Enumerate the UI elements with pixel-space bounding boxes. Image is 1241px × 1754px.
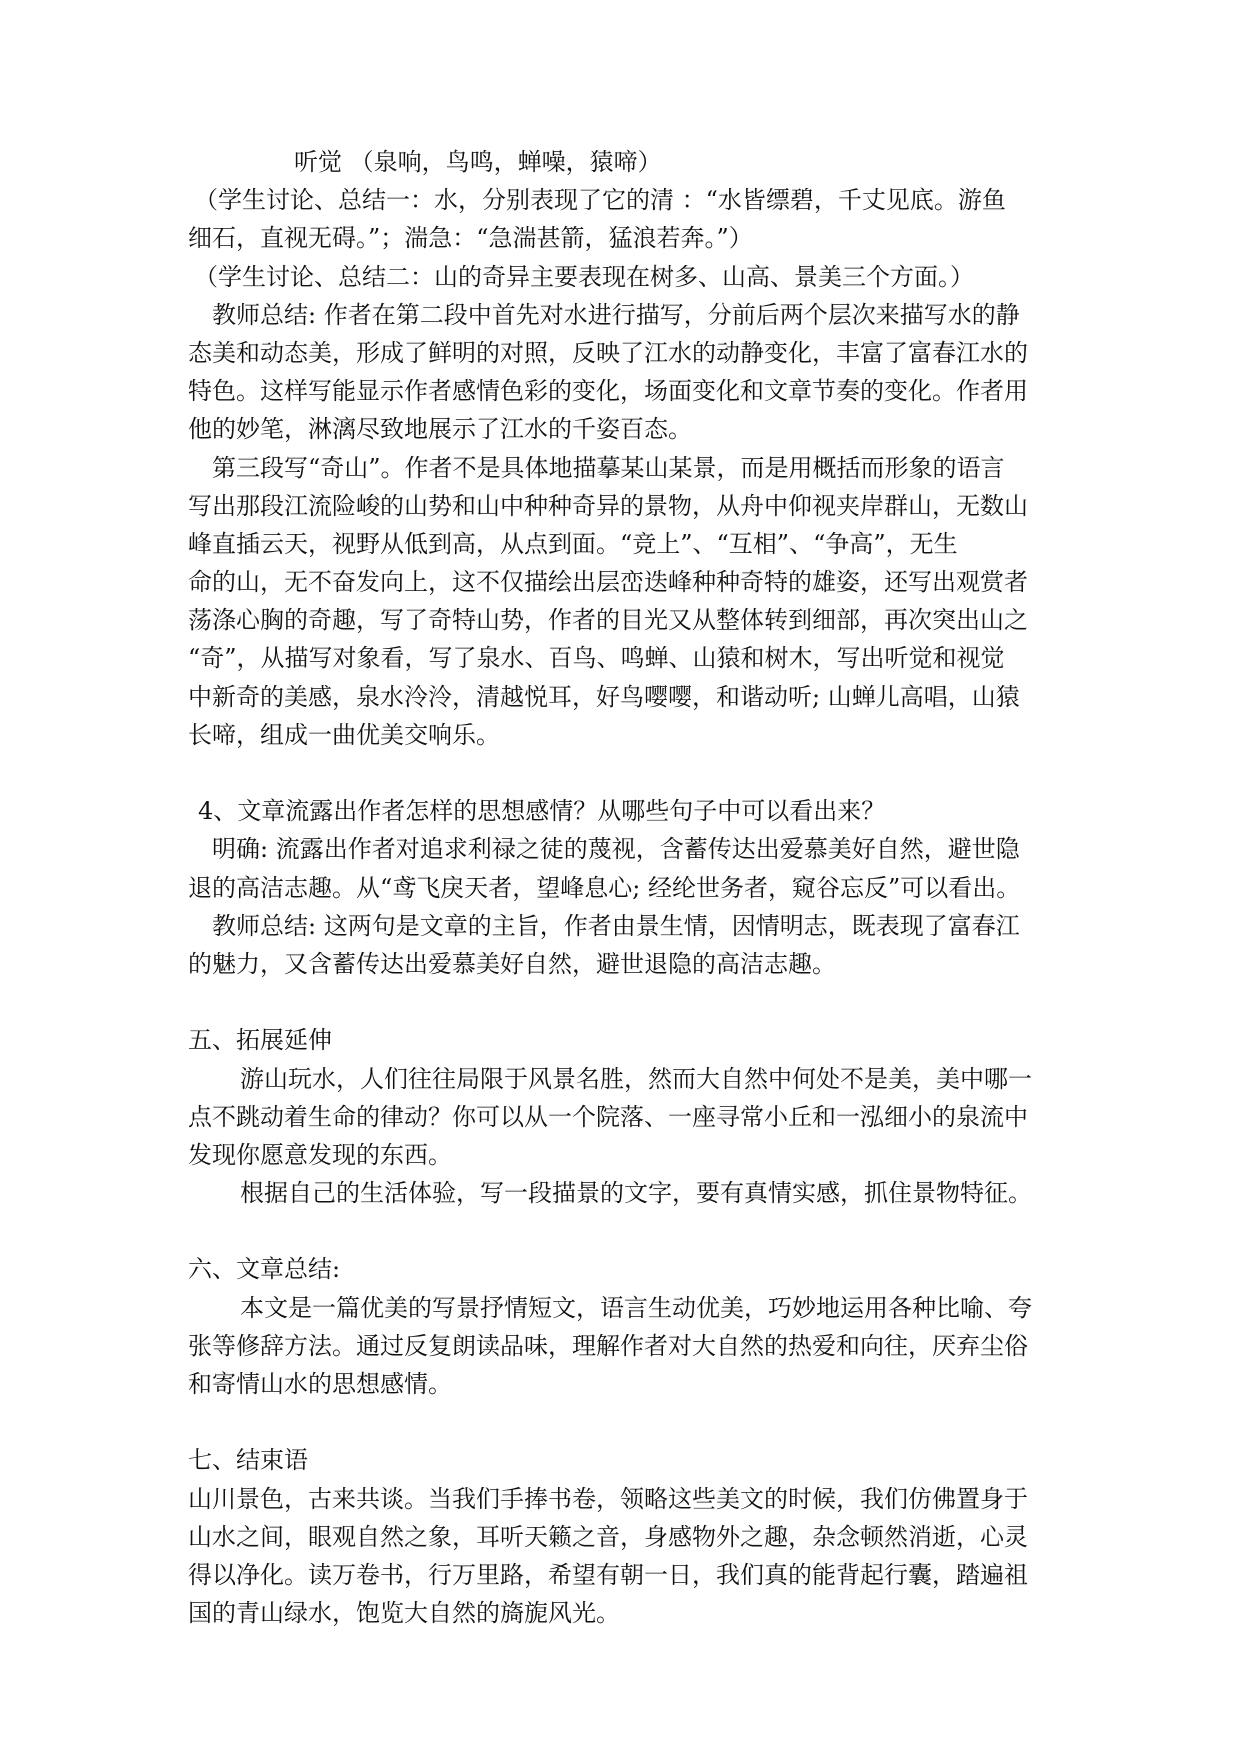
paragraph-spacer: [188, 1212, 1058, 1250]
section-seven-line: 山川景色，古来共谈。当我们手捧书卷，领略这些美文的时候，我们仿佛置身于: [188, 1484, 1028, 1513]
answer-line: 明确: 流露出作者对追求利禄之徒的蔑视，含蓄传达出爱慕美好自然，避世隐: [212, 835, 1020, 864]
section-five-line: 游山玩水，人们往往局限于风景名胜，然而大自然中何处不是美，美中哪一: [240, 1064, 1032, 1093]
section-five-heading: 五、拓展延伸: [188, 1026, 332, 1055]
section-six-line: 和寄情山水的思想感情。: [188, 1370, 452, 1398]
paragraph-spacer: [188, 754, 1058, 792]
section-seven-line: 山水之间，眼观自然之象，耳听天籁之音，身感物外之趣，杂念顿然消逝，心灵: [188, 1522, 1028, 1551]
section-seven-heading: 七、结束语: [188, 1446, 308, 1475]
teacher-summary-line: 特色。这样写能显示作者感情色彩的变化，场面变化和文章节奏的变化。作者用: [188, 377, 1028, 406]
section-five-line: 点不跳动着生命的律动？你可以从一个院落、一座寻常小丘和一泓细小的泉流中: [188, 1102, 1028, 1131]
teacher-summary-line: 他的妙笔，淋漓尽致地展示了江水的千姿百态。: [188, 415, 692, 444]
question-four-line: 4、文章流露出作者怎样的思想感情？从哪些句子中可以看出来？: [198, 797, 886, 826]
hearing-line: 听觉 （泉响，鸟鸣，蝉噪，猿啼）: [294, 148, 662, 176]
section-five-line: 发现你愿意发现的东西。: [188, 1140, 452, 1169]
paragraph-three-line: “奇”，从描写对象看，写了泉水、百鸟、鸣蝉、山猿和树木，写出听觉和视觉: [188, 644, 1005, 673]
paragraph-three-line: 峰直插云天，视野从低到高，从点到面。“竞上”、“互相”、“争高”，无生: [188, 529, 958, 558]
paragraph-three-line: 写出那段江流险峻的山势和山中种种奇异的景物，从舟中仰视夹岸群山，无数山: [188, 491, 1028, 520]
teacher-summary-two-line: 的魅力，又含蓄传达出爱慕美好自然，避世退隐的高洁志趣。: [188, 949, 836, 978]
document-body: [188, 143, 1058, 1632]
paragraph-spacer: [188, 983, 1058, 1021]
paragraph-spacer: [188, 1403, 1058, 1441]
paragraph-three-line: 荡涤心胸的奇趣，写了奇特山势，作者的目光又从整体转到细部，再次突出山之: [188, 606, 1028, 635]
answer-line: 退的高洁志趣。从“鸢飞戾天者，望峰息心; 经纶世务者，窥谷忘反”可以看出。: [188, 873, 1021, 902]
section-six-line: 本文是一篇优美的写景抒情短文，语言生动优美，巧妙地运用各种比喻、夸: [240, 1293, 1032, 1322]
paragraph-three-line: 第三段写“奇山”。作者不是具体地描摹某山某景，而是用概括而形象的语言: [212, 453, 1005, 482]
teacher-summary-line: 态美和动态美，形成了鲜明的对照，反映了江水的动静变化，丰富了富春江水的: [188, 338, 1028, 367]
paragraph-three-line: 中新奇的美感，泉水泠泠，清越悦耳，好鸟嘤嘤，和谐动听; 山蝉儿高唱，山猿: [188, 682, 1020, 711]
summary-one-line: （学生讨论、总结一：水，分别表现了它的清 ：“水皆缥碧，千丈见底。游鱼: [194, 186, 1006, 215]
section-six-heading: 六、文章总结:: [188, 1255, 341, 1284]
section-seven-line: 国的青山绿水，饱览大自然的旖旎风光。: [188, 1599, 620, 1628]
section-six-line: 张等修辞方法。通过反复朗读品味，理解作者对大自然的热爱和向往，厌弃尘俗: [188, 1331, 1028, 1360]
paragraph-three-line: 命的山，无不奋发向上，这不仅描绘出层峦迭峰种种奇特的雄姿，还写出观赏者: [188, 568, 1028, 597]
section-seven-line: 得以净化。读万卷书，行万里路，希望有朝一日，我们真的能背起行囊，踏遍祖: [188, 1560, 1028, 1589]
summary-two-line: （学生讨论、总结二：山的奇异主要表现在树多、山高、景美三个方面。）: [194, 262, 974, 291]
paragraph-three-line: 长啼，组成一曲优美交响乐。: [188, 720, 500, 749]
teacher-summary-two-line: 教师总结: 这两句是文章的主旨，作者由景生情，因情明志，既表现了富春江: [212, 911, 1020, 940]
teacher-summary-line: 教师总结: 作者在第二段中首先对水进行描写，分前后两个层次来描写水的静: [212, 300, 1020, 329]
section-five-line: 根据自己的生活体验，写一段描景的文字，要有真情实感，抓住景物特征。: [240, 1179, 1032, 1208]
summary-one-line: 细石，直视无碍。”；湍急：“急湍甚箭，猛浪若奔。”）: [188, 224, 753, 253]
